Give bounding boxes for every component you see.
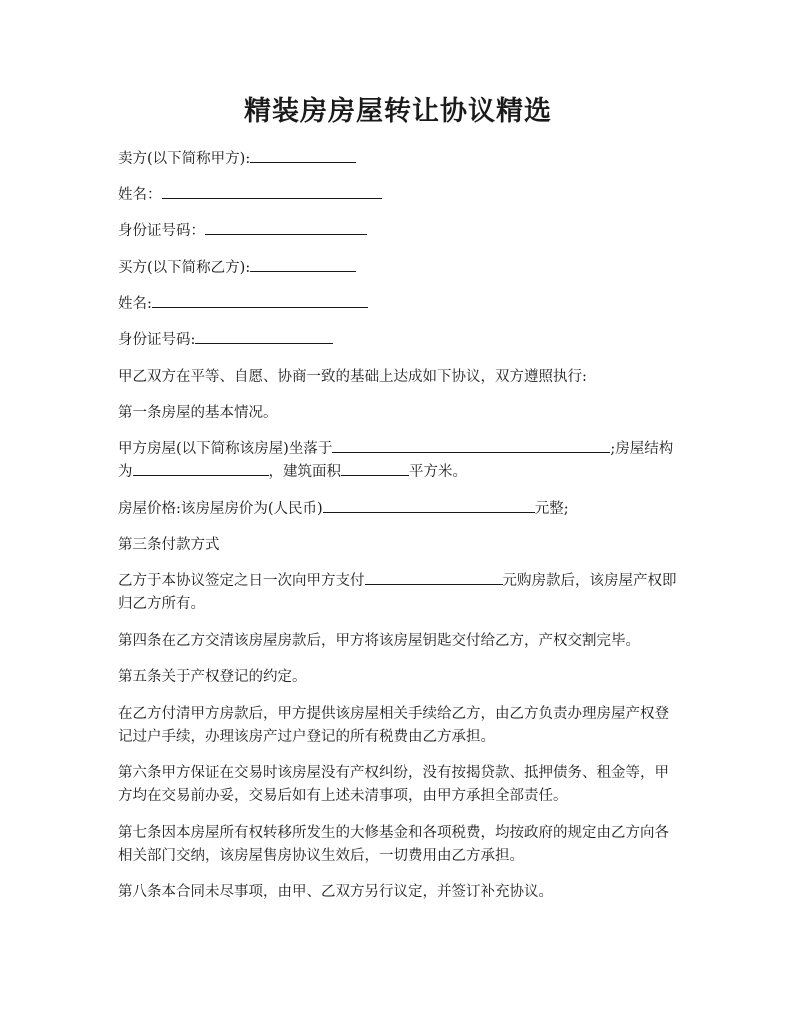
price-unit: 元整; [534, 501, 569, 517]
article7-paragraph: 第七条因本房屋所有权转移所发生的大修基金和各项税费，均按政府的规定由乙方向各相关部门交纳，该房屋售房协议生效后，一切费用由乙方承担。 [118, 825, 669, 864]
document-title: 精装房房屋转让协议精选 [244, 96, 552, 127]
price-label: 房屋价格:该房屋房价为(人民币) [118, 501, 323, 517]
article3-heading: 第三条付款方式 [118, 537, 220, 553]
seller-id-line [118, 220, 680, 243]
location-label: 甲方房屋(以下简称该房屋)坐落于 [118, 441, 333, 457]
article5-heading: 第五条关于产权登记的约定。 [118, 669, 307, 685]
seller-id-label: 身份证号码： [118, 223, 205, 239]
intro-paragraph: 甲乙双方在平等、自愿、协商一致的基础上达成如下协议，双方遵照执行: [118, 369, 587, 385]
article1-paragraph [118, 438, 680, 484]
buyer-line [118, 257, 680, 280]
article1-heading: 第一条房屋的基本情况。 [118, 405, 278, 421]
seller-id-blank[interactable] [205, 220, 367, 235]
buyer-name-blank[interactable] [152, 293, 368, 308]
article8-paragraph: 第八条本合同未尽事项，由甲、乙双方另行议定，并签订补充协议。 [118, 884, 553, 900]
article6-paragraph: 第六条甲方保证在交易时该房屋没有产权纠纷，没有按揭贷款、抵押债务、租金等，甲方均在交易前办妥，交易后如有上述未清事项，由甲方承担全部责任。 [118, 765, 669, 804]
seller-blank[interactable] [250, 148, 356, 163]
area-blank[interactable] [341, 461, 409, 476]
structure-blank[interactable] [133, 461, 269, 476]
payment-label: 乙方于本协议签定之日一次向甲方支付 [118, 573, 365, 589]
seller-name-label: 姓名： [118, 187, 162, 203]
article5-paragraph: 在乙方付清甲方房款后，甲方提供该房屋相关手续给乙方，由乙方负责办理房屋产权登记过户手续，办理该房产过户登记的所有税费由乙方承担。 [118, 706, 669, 745]
payment-blank[interactable] [365, 570, 503, 585]
article3-paragraph [118, 570, 680, 616]
structure-label: ;房屋结构为 [118, 441, 674, 480]
buyer-name-label: 姓名: [118, 296, 152, 312]
area-unit: 平方米。 [409, 464, 467, 480]
buyer-id-blank[interactable] [195, 329, 333, 344]
buyer-id-line [118, 329, 680, 352]
seller-name-blank[interactable] [162, 184, 382, 199]
seller-label: 卖方(以下简称甲方): [118, 151, 251, 167]
buyer-label: 买方(以下简称乙方): [118, 260, 251, 276]
price-line [118, 498, 680, 521]
price-blank[interactable] [323, 498, 535, 513]
location-blank[interactable] [332, 438, 610, 453]
buyer-blank[interactable] [250, 257, 356, 272]
area-label: ，建筑面积 [268, 464, 341, 480]
buyer-id-label: 身份证号码: [118, 332, 196, 348]
seller-line [118, 148, 680, 171]
seller-name-line [118, 184, 680, 207]
article4-paragraph: 第四条在乙方交清该房屋房款后，甲方将该房屋钥匙交付给乙方，产权交割完毕。 [118, 633, 640, 649]
buyer-name-line [118, 293, 680, 316]
payment-text: 元购房款后，该房屋产权即归乙方所有。 [118, 573, 677, 612]
